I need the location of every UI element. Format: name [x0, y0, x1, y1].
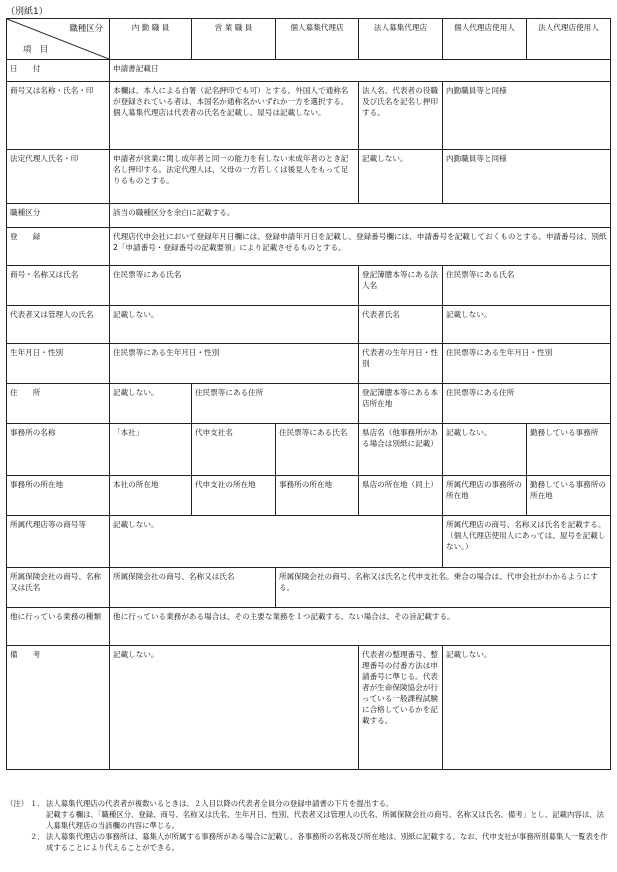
col-header-individual-agency-employee: 個人代理店使用人: [443, 19, 527, 60]
row-registration: [7, 228, 611, 266]
cell-text: 記載しない。: [110, 516, 443, 568]
cell-text: 本社の所在地: [110, 476, 192, 516]
row-label: 他に行っている業務の種類: [7, 608, 110, 646]
cell-text: 所属代理店の商号、名称又は氏名を記載する。（個人代理店使用人にあっては、屋号を記載しない。）: [443, 516, 611, 568]
cell-text: 代理店代申会社において登録年月日欄には、登録申請年月日を記載し、登録番号欄には、申請番号を記載しておくものとする。申請番号は、別紙2「申請番号・登録番号の記載要領」により記載させるものとする。: [110, 228, 611, 266]
cell-text: 記載しない。: [359, 150, 443, 204]
cell-text: 記載しない。: [443, 306, 611, 344]
col-header-office-staff: 内 勤 職 員: [110, 19, 192, 60]
row-agency-trade-name: [7, 516, 611, 568]
note-text: 法人募集代理店の代表者が複数いるときは、２人目以降の代表者全員分の登録申請書の下片を提出する。: [46, 799, 394, 808]
cell-text: 住民票等にある住所: [443, 384, 611, 424]
cell-text: 登記簿謄本等にある法人名: [359, 266, 443, 306]
note-2: [6, 831, 610, 853]
cell-text: 内勤職員等と同様: [443, 150, 611, 204]
cell-text: 記載しない。: [110, 646, 359, 770]
cell-text: 事務所の所在地: [276, 476, 359, 516]
header-row: [7, 19, 611, 60]
row-insurer: [7, 568, 611, 608]
col-header-sales-staff: 営 業 職 員: [192, 19, 276, 60]
cell-text: 申請者が営業に関し成年者と同一の能力を有しない未成年者のとき記名し押印する。法定代理人は、父母の一方若しくは後見人をもって足りるものとする。: [110, 150, 359, 204]
cell-text: 住民票等にある氏名: [276, 424, 359, 476]
col-header-individual-agency: 個人募集代理店: [276, 19, 359, 60]
row-label: 事務所の所在地: [7, 476, 110, 516]
note-number: ２．: [30, 832, 45, 842]
note-number: １．: [30, 799, 45, 808]
cell-text: 住民票等にある氏名: [443, 266, 611, 306]
row-office-name: [7, 424, 611, 476]
note-text: 法人募集代理店の事務所は、募集人が所属する事務所がある場合に記載し、各事務所の名称及び所在地は、別紙に記載する。なお、代申支社が事務所別募集人一覧表を作成することにより代えることができる。: [46, 832, 608, 853]
cell-text: 申請書記載日: [110, 60, 611, 82]
header-corner-cell: [7, 19, 110, 60]
row-label: 所属代理店等の商号等: [7, 516, 110, 568]
row-label: 職種区分: [7, 204, 110, 228]
cell-text: 住民票等にある生年月日・性別: [110, 344, 359, 384]
application-guidelines-table: [6, 18, 611, 770]
cell-text: 他に行っている業務がある場合は、その主要な業務を１つ記載する。ない場合は、その旨記載する。: [110, 608, 611, 646]
row-office-location: [7, 476, 611, 516]
cell-text: 「本社」: [110, 424, 192, 476]
cell-text: 記載しない。: [443, 424, 527, 476]
row-trade-name: [7, 266, 611, 306]
cell-text: 所属代理店の事務所の所在地: [443, 476, 527, 516]
cell-text: 内勤職員等と同様: [443, 82, 611, 150]
cell-text: 該当の職種区分を余白に記載する。: [110, 204, 611, 228]
row-job-class: [7, 204, 611, 228]
row-label: 住 所: [7, 384, 110, 424]
cell-text: 県店名（他事務所がある場合は別紙に記載）: [359, 424, 443, 476]
header-diag-top: 職種区分: [69, 23, 103, 33]
row-label: 備 考: [7, 646, 110, 770]
col-header-corporate-agency-employee: 法人代理店使用人: [527, 19, 611, 60]
row-label: 登 録: [7, 228, 110, 266]
row-label: 商号又は名称・氏名・印: [7, 82, 110, 150]
cell-text: 記載しない。: [110, 306, 359, 344]
cell-text: 所属保険会社の商号、名称又は氏名と代申支社名。乗合の場合は、代申会社がわかるようにする。: [276, 568, 611, 608]
row-label: 代表者又は管理人の氏名: [7, 306, 110, 344]
header-diag-bottom: 項 目: [23, 43, 49, 54]
cell-text: 勤務している事務所の所在地: [527, 476, 611, 516]
note-1-sub: 記載する欄は、「職種区分、登録、商号、名称又は氏名、生年月日、性別、代表者又は管理人の氏名、所属保険会社の商号、名称又は氏名、備考」とし、記載内容は、法人募集代理店の当該欄の内容に準じる。: [46, 810, 604, 831]
cell-text: 登記簿謄本等にある本店所在地: [359, 384, 443, 424]
cell-text: 勤務している事務所: [527, 424, 611, 476]
row-label: 法定代理人氏名・印: [7, 150, 110, 204]
cell-text: 住民票等にある氏名: [110, 266, 359, 306]
row-label: 生年月日・性別: [7, 344, 110, 384]
row-label: 事務所の名称: [7, 424, 110, 476]
row-address: [7, 384, 611, 424]
row-label: 商号・名称又は氏名: [7, 266, 110, 306]
cell-text: 記載しない。: [110, 384, 192, 424]
corner-label: （別紙1）: [6, 7, 48, 17]
row-birth-sex: [7, 344, 611, 384]
cell-text: 代表者の生年月日・性別: [359, 344, 443, 384]
row-representative: [7, 306, 611, 344]
cell-text: 住民票等にある生年月日・性別: [443, 344, 611, 384]
row-legal-agent: [7, 150, 611, 204]
cell-text: 代申支社名: [192, 424, 276, 476]
row-name-seal: [7, 82, 611, 150]
col-header-corporate-agency: 法人募集代理店: [359, 19, 443, 60]
cell-text: 代申支社の所在地: [192, 476, 276, 516]
cell-text: 住民票等にある住所: [192, 384, 359, 424]
cell-text: 県店の所在地（同上）: [359, 476, 443, 516]
row-other-business: [7, 608, 611, 646]
note-1: [6, 798, 610, 809]
note-mark: （注）: [6, 799, 29, 808]
cell-text: 法人名、代表者の役職及び氏名を記名し押印する。: [359, 82, 443, 150]
cell-text: 記載しない。: [443, 646, 611, 770]
cell-text: 代表者氏名: [359, 306, 443, 344]
cell-text: 所属保険会社の商号、名称又は氏名: [110, 568, 276, 608]
footnotes: [6, 798, 610, 854]
cell-text: 本欄は、本人による自署（記名押印でも可）とする。外国人で通称名が登録されている者は、本国名か通称名かいずれか一方を選択する。個人募集代理店は代表者の氏名を記載し、屋号は記載しない。: [110, 82, 359, 150]
row-label: 日 付: [7, 60, 110, 82]
row-remarks: [7, 646, 611, 770]
row-label: 所属保険会社の商号、名称又は氏名: [7, 568, 110, 608]
cell-text: 代表者の整理番号、整理番号の付番方法は申請番号に準じる。代表者が生命保険協会が行っている一般課程試験に合格しているかを記載する。: [359, 646, 443, 770]
row-date: [7, 60, 611, 82]
